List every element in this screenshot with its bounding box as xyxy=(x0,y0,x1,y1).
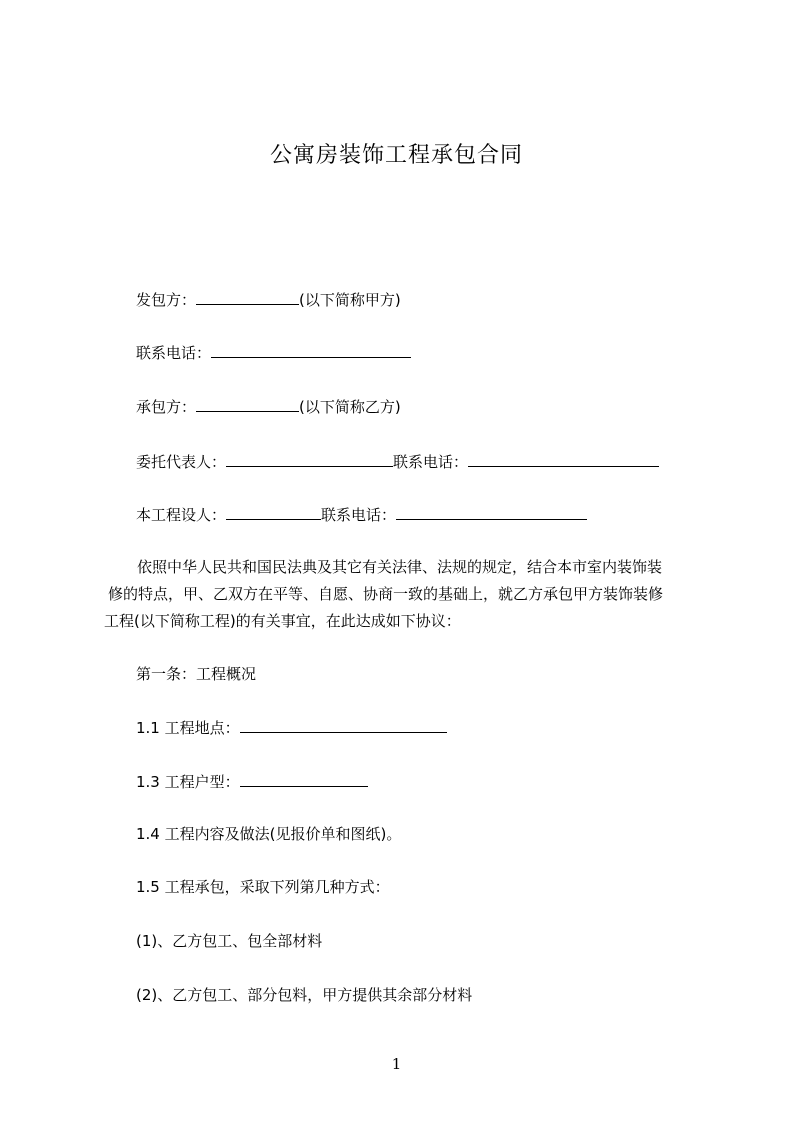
page-number: 1 xyxy=(391,1055,402,1073)
contractor-party-suffix: (以下简称甲方) xyxy=(299,291,401,309)
phone-blank xyxy=(211,342,411,358)
contractor-party-blank xyxy=(196,289,299,305)
contractor-party-line xyxy=(136,289,401,311)
agent-blank xyxy=(226,451,393,467)
item-1-1-line xyxy=(136,717,447,739)
designer-blank xyxy=(226,504,321,520)
document-title: 公寓房装饰工程承包合同 xyxy=(269,143,523,168)
option-1: (1)、乙方包工、包全部材料 xyxy=(136,932,323,950)
agent-phone-blank xyxy=(468,451,659,467)
designer-line xyxy=(136,504,587,526)
item-1-3-blank xyxy=(240,771,368,787)
item-1-3-line xyxy=(136,771,368,793)
agent-label: 委托代表人： xyxy=(136,453,227,471)
designer-phone-blank xyxy=(396,504,587,520)
article-1-heading: 第一条：工程概况 xyxy=(136,665,257,683)
contractee-party-label: 承包方： xyxy=(136,398,197,416)
contractee-party-blank xyxy=(196,396,299,412)
intro-paragraph xyxy=(104,554,704,635)
contractor-party-label: 发包方： xyxy=(136,291,197,309)
agent-line xyxy=(136,451,659,473)
intro-line-1: 依照中华人民共和国民法典及其它有关法律、法规的规定，结合本市室内装饰装 xyxy=(137,558,663,576)
designer-label: 本工程设人： xyxy=(136,506,227,524)
designer-phone-label: 联系电话： xyxy=(321,506,397,524)
item-1-3-label: 1.3 工程户型： xyxy=(136,773,240,791)
contractee-party-line xyxy=(136,396,401,418)
item-1-1-label: 1.1 工程地点： xyxy=(136,719,240,737)
phone-label: 联系电话： xyxy=(136,344,212,362)
option-2: (2)、乙方包工、部分包料，甲方提供其余部分材料 xyxy=(136,986,473,1004)
phone-line xyxy=(136,342,411,364)
agent-phone-label: 联系电话： xyxy=(393,453,469,471)
contractee-party-suffix: (以下简称乙方) xyxy=(299,398,401,416)
item-1-1-blank xyxy=(240,717,447,733)
item-1-5: 1.5 工程承包，采取下列第几种方式： xyxy=(136,878,390,896)
intro-line-2: 修的特点，甲、乙双方在平等、自愿、协商一致的基础上，就乙方承包甲方装饰装修 xyxy=(108,585,664,603)
item-1-4: 1.4 工程内容及做法(见报价单和图纸)。 xyxy=(136,825,402,843)
intro-line-3: 工程(以下简称工程)的有关事宜，在此达成如下协议： xyxy=(104,612,461,630)
